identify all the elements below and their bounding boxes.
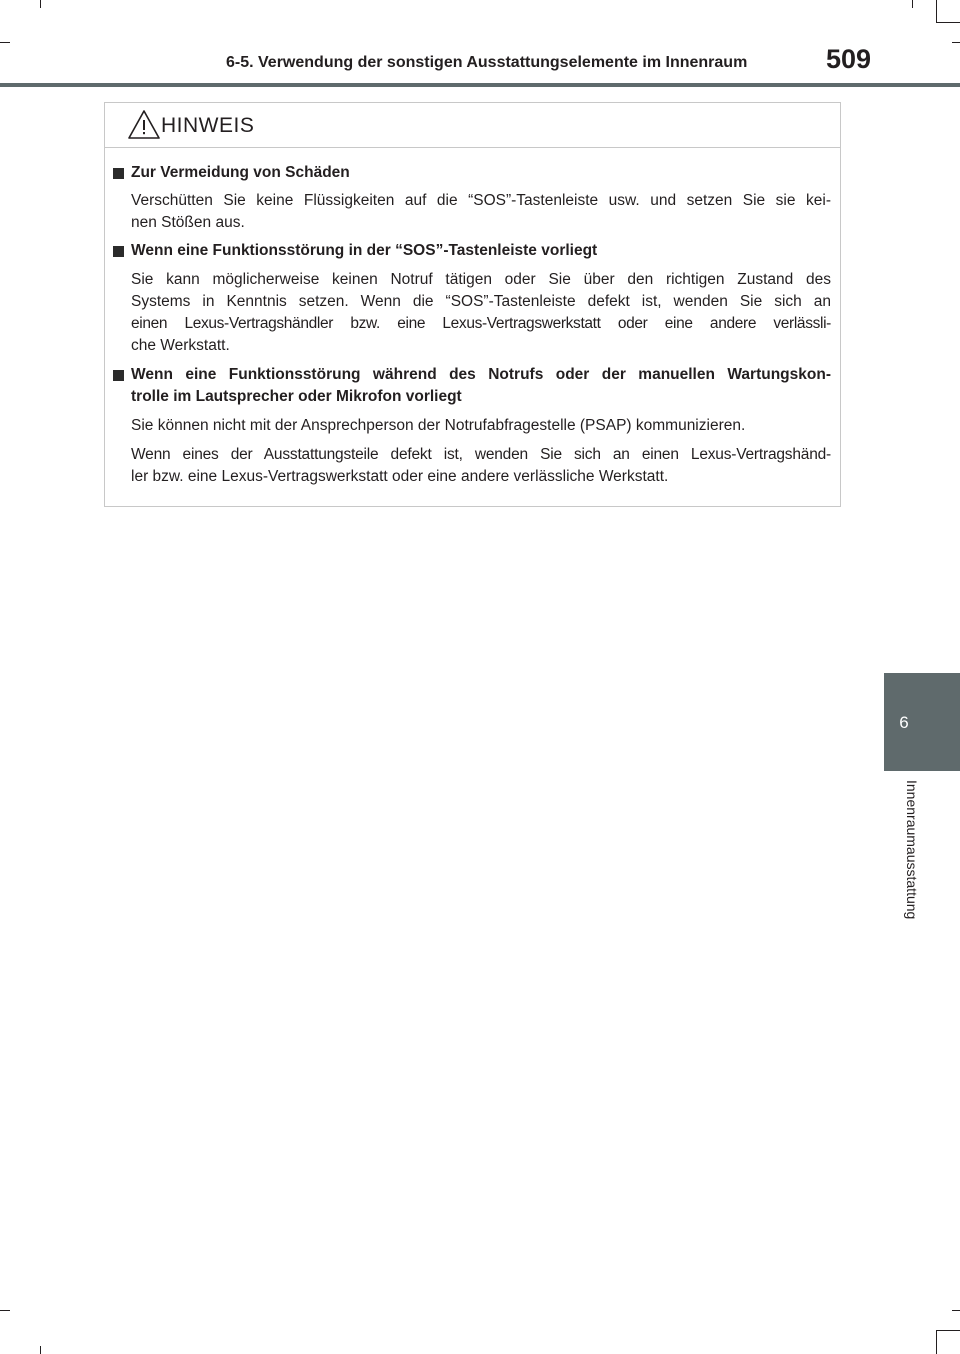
crop-mark — [936, 1330, 937, 1354]
heading-line: trolle im Lautsprecher oder Mikrofon vorliegt — [131, 388, 462, 405]
warning-triangle-icon — [127, 109, 161, 140]
crop-mark — [936, 1330, 960, 1331]
section-heading: Zur Vermeidung von Schäden — [131, 164, 350, 181]
crop-mark — [952, 1310, 960, 1311]
notice-title: HINWEIS — [161, 114, 255, 137]
paragraph — [131, 415, 831, 437]
crop-mark — [40, 0, 41, 8]
page-number: 509 — [826, 44, 872, 74]
crop-mark — [40, 1346, 41, 1354]
section-title: 6-5. Verwendung der sonstigen Ausstattungselemente im Innenraum — [226, 54, 748, 71]
bullet-square-icon — [113, 370, 124, 381]
notice-box — [104, 102, 841, 507]
text-line: Sie können nicht mit der Ansprechperson der Notrufabfragestelle (PSAP) kommunizieren. — [131, 417, 746, 434]
header-rule — [0, 83, 960, 87]
text-line: che Werkstatt. — [131, 337, 230, 354]
text-line: Wenn eines der Ausstattungsteile defekt ist, wenden Sie sich an einen Lexus-Vertragshänd- — [131, 446, 831, 463]
text-line: nen Stößen aus. — [131, 214, 245, 231]
crop-mark — [952, 42, 960, 43]
heading-line: Wenn eine Funktionsstörung während des Notrufs oder der manuellen Wartungskon- — [131, 366, 831, 383]
text-line: Sie kann möglicherweise keinen Notruf tätigen oder Sie über den richtigen Zustand des — [131, 271, 831, 288]
notice-header — [105, 103, 840, 148]
paragraph — [131, 190, 831, 234]
text-line: Systems in Kenntnis setzen. Wenn die “SOS”-Tastenleiste defekt ist, wenden Sie sich an — [131, 293, 831, 310]
crop-mark — [936, 0, 937, 22]
crop-mark — [912, 0, 913, 8]
chapter-number: 6 — [899, 713, 909, 732]
bullet-square-icon — [113, 168, 124, 179]
text-line: ler bzw. eine Lexus-Vertragswerkstatt oder eine andere verlässliche Werkstatt. — [131, 468, 669, 485]
paragraph — [131, 269, 831, 357]
section-heading: Wenn eine Funktionsstörung in der “SOS”-Tastenleiste vorliegt — [131, 242, 598, 259]
section-heading — [131, 364, 831, 408]
chapter-tab — [884, 673, 960, 771]
crop-mark — [0, 1310, 10, 1311]
chapter-label: Innenraumausstattung — [904, 780, 920, 920]
bullet-square-icon — [113, 246, 124, 257]
text-line: Verschütten Sie keine Flüssigkeiten auf die “SOS”-Tastenleiste usw. und setzen Sie sie kei- — [131, 192, 831, 209]
crop-mark — [0, 42, 10, 43]
crop-mark — [936, 22, 960, 23]
paragraph — [131, 444, 831, 488]
text-line: einen Lexus-Vertragshändler bzw. eine Lexus-Vertragswerkstatt oder eine andere verlässli- — [131, 315, 831, 332]
